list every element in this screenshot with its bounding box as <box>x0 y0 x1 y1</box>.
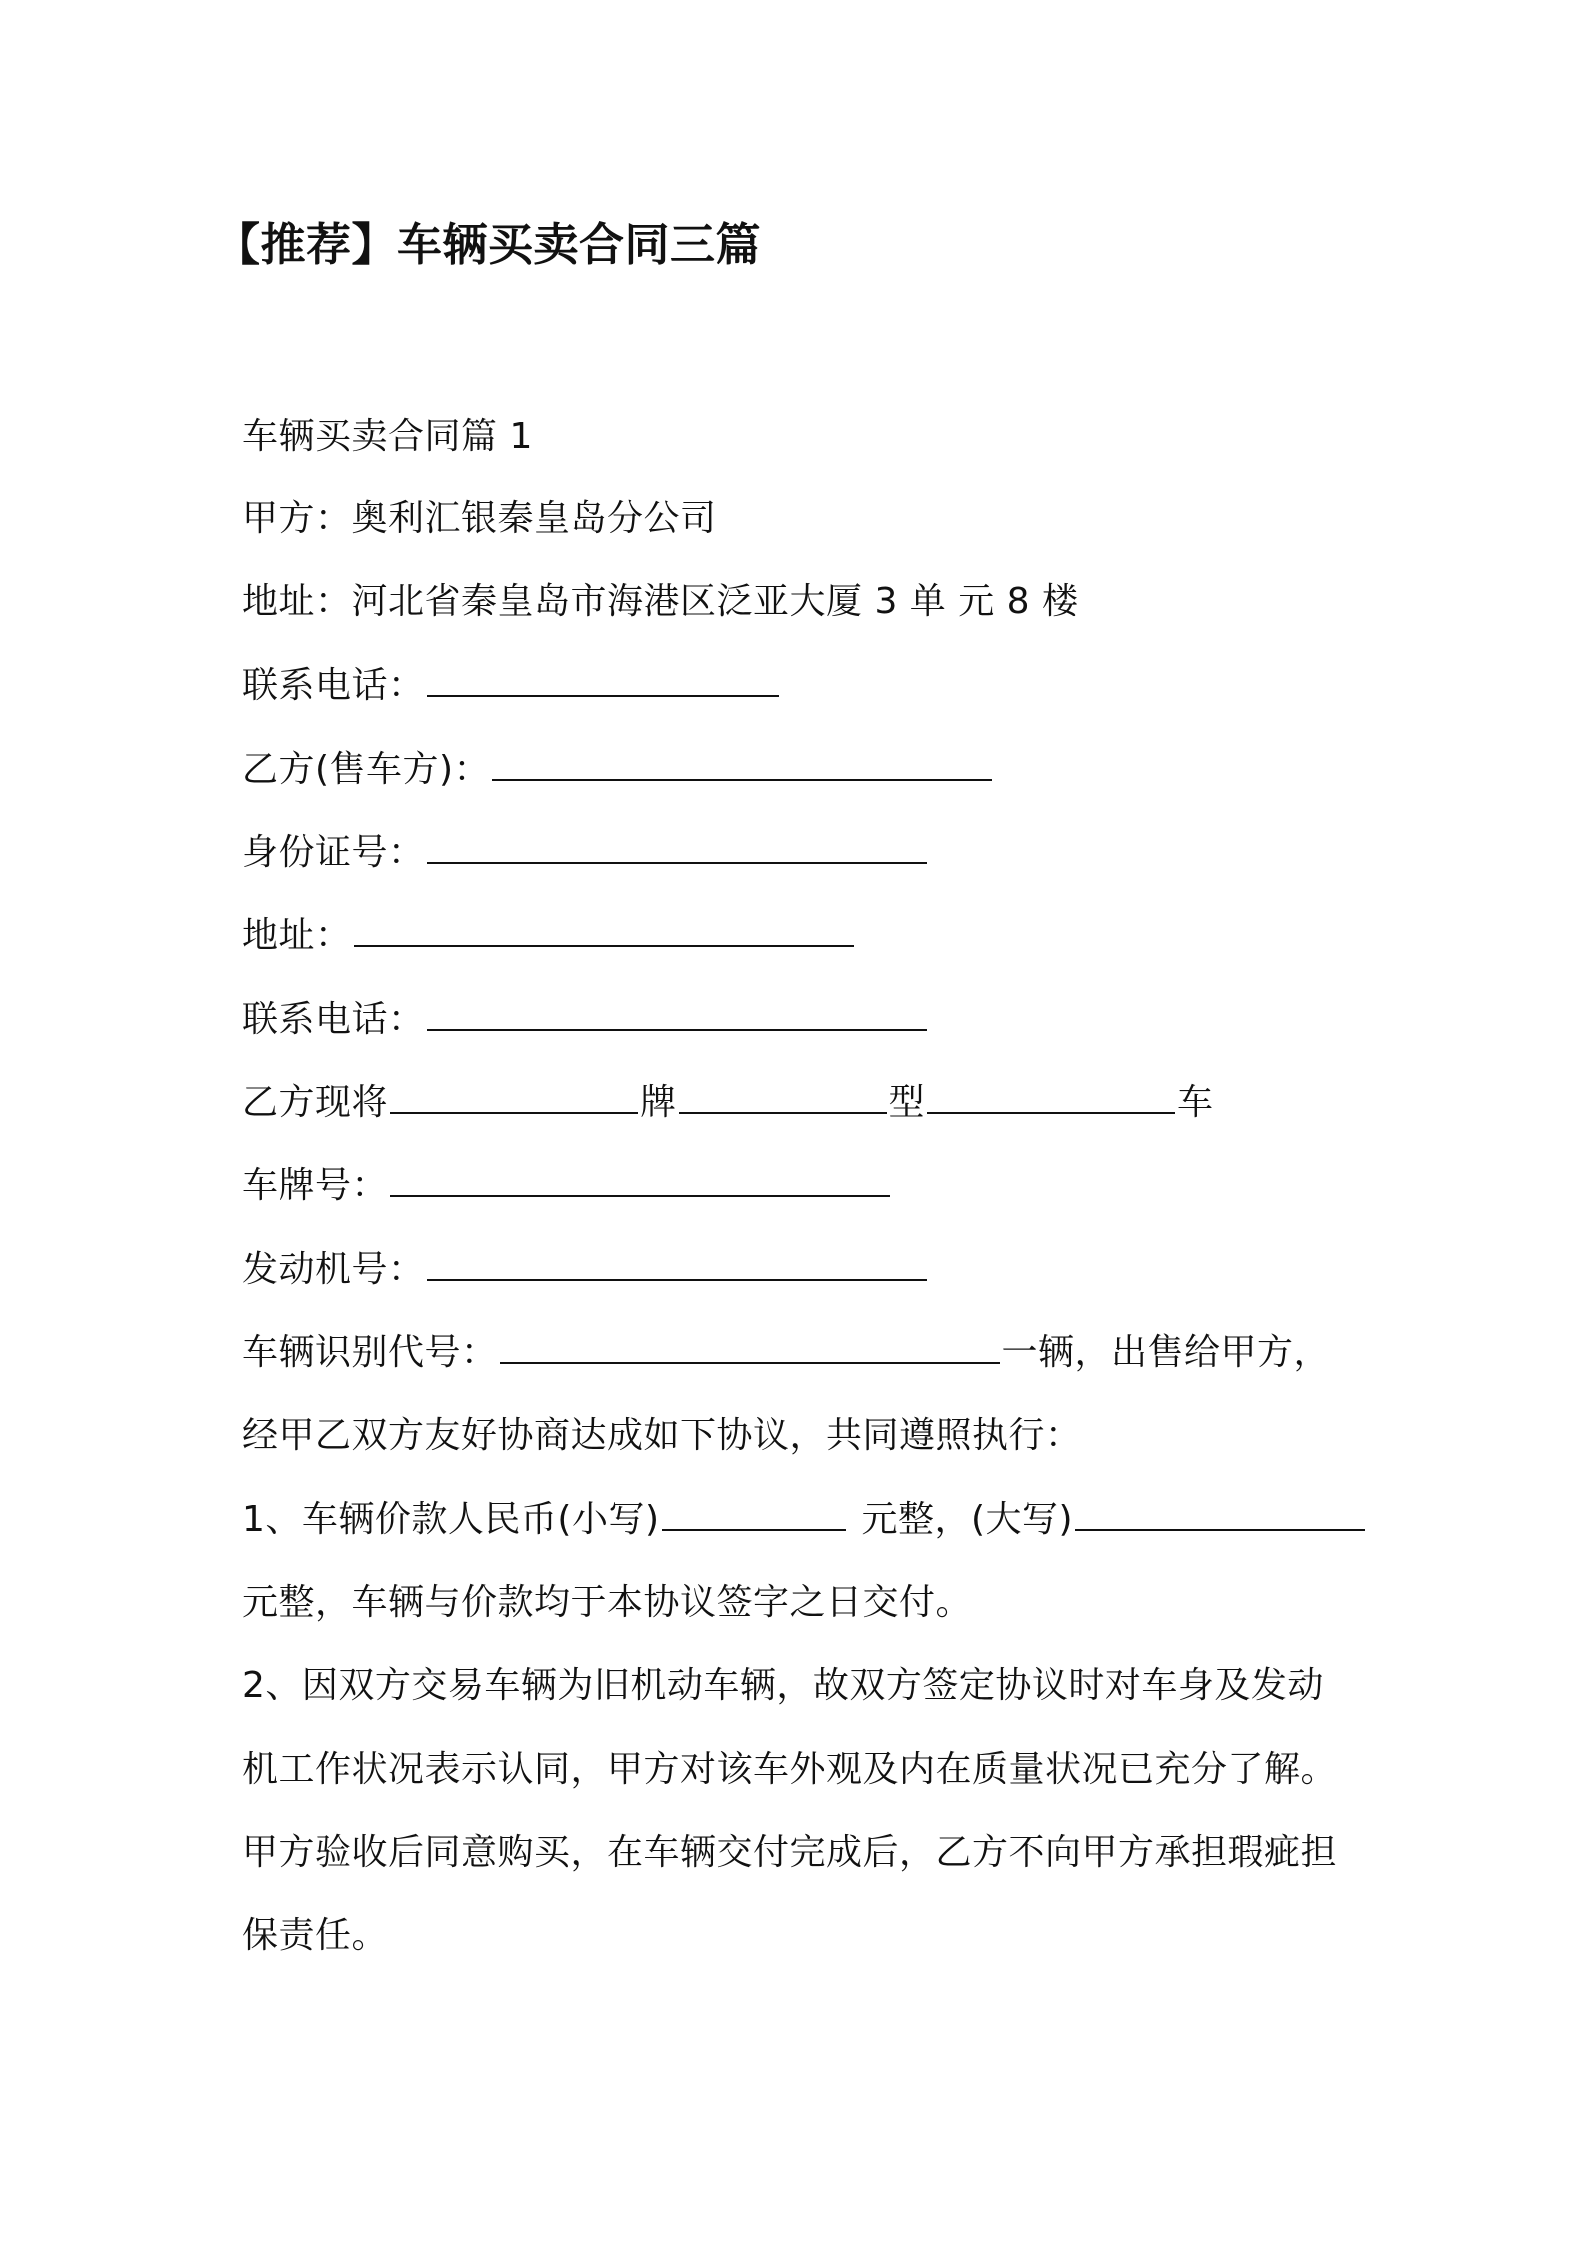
plate-blank <box>390 1161 890 1197</box>
party-a-phone-label: 联系电话： <box>242 665 425 706</box>
clause1-continuation: 元整，车辆与价款均于本协议签字之日交付。 <box>242 1582 973 1623</box>
engine-blank <box>427 1245 927 1281</box>
party-b-blank <box>492 745 992 781</box>
clause2-line4: 保责任。 <box>242 1915 389 1956</box>
price-lower-blank <box>662 1495 846 1531</box>
vehicle-car-blank <box>927 1078 1175 1114</box>
document-title: 【推荐】车辆买卖合同三篇 <box>215 218 762 271</box>
party-b-address-blank <box>354 911 854 947</box>
vin-label: 车辆识别代号： <box>242 1332 498 1373</box>
id-number-blank <box>427 828 927 864</box>
vehicle-car-suffix: 车 <box>1177 1082 1214 1123</box>
vehicle-intro-prefix: 乙方现将 <box>242 1082 389 1123</box>
clause2-line2: 机工作状况表示认同，甲方对该车外观及内在质量状况已充分了解。 <box>242 1749 1338 1790</box>
party-b-phone-blank <box>427 995 927 1031</box>
party-a-phone-blank <box>427 661 779 697</box>
clause1-prefix: 1、车辆价款人民币(小写) <box>242 1499 660 1540</box>
clause1-line <box>242 1494 1367 1546</box>
id-number-line <box>242 827 929 879</box>
party-b-address-line <box>242 910 856 962</box>
vin-line <box>242 1327 1330 1379</box>
vin-blank <box>500 1328 1000 1364</box>
engine-label: 发动机号： <box>242 1249 425 1290</box>
clause2-line3: 甲方验收后同意购买，在车辆交付完成后，乙方不向甲方承担瑕疵担 <box>242 1832 1338 1873</box>
party-a-address: 地址：河北省秦皇岛市海港区泛亚大厦 3 单 元 8 楼 <box>242 581 1079 622</box>
party-b-phone-line <box>242 994 929 1046</box>
plate-line <box>242 1160 892 1212</box>
party-b-address-label: 地址： <box>242 915 352 956</box>
vehicle-brand-blank <box>390 1078 638 1114</box>
party-a-name: 甲方：奥利汇银秦皇岛分公司 <box>242 498 717 539</box>
party-b-line <box>242 744 994 796</box>
section-heading: 车辆买卖合同篇 1 <box>242 416 533 457</box>
vehicle-intro-line <box>242 1077 1214 1129</box>
clause1-middle: 元整，(大写) <box>861 1499 1074 1540</box>
agreement-intro: 经甲乙双方友好协商达成如下协议，共同遵照执行： <box>242 1415 1082 1456</box>
party-a-phone-line <box>242 660 781 712</box>
party-b-label: 乙方(售车方)： <box>242 749 491 790</box>
clause2-line1: 2、因双方交易车辆为旧机动车辆，故双方签定协议时对车身及发动 <box>242 1665 1324 1706</box>
vin-suffix: 一辆，出售给甲方， <box>1001 1332 1331 1373</box>
party-b-phone-label: 联系电话： <box>242 999 425 1040</box>
vehicle-model-suffix: 型 <box>888 1082 926 1123</box>
price-upper-blank <box>1075 1495 1365 1531</box>
engine-line <box>242 1244 929 1296</box>
plate-label: 车牌号： <box>242 1165 389 1206</box>
id-number-label: 身份证号： <box>242 832 425 873</box>
vehicle-model-blank <box>679 1078 887 1114</box>
vehicle-brand-suffix: 牌 <box>640 1082 677 1123</box>
